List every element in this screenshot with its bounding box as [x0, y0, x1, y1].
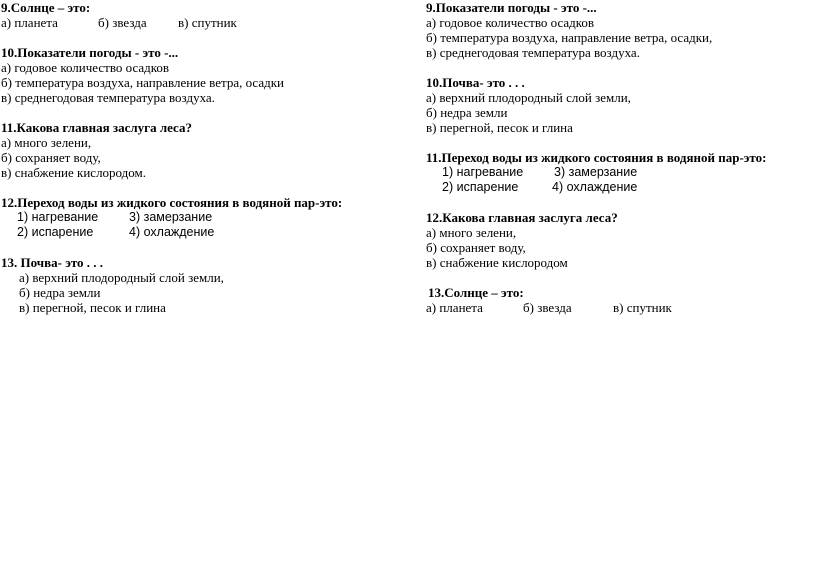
answer-option: в) снабжение кислородом — [426, 255, 568, 270]
answer-option: а) планета — [1, 15, 58, 30]
answer-option: б) недра земли — [19, 285, 101, 300]
question-title: 9.Показатели погоды - это -... — [426, 0, 597, 15]
answer-option: б) сохраняет воду, — [1, 150, 101, 165]
question-title: 13. Почва- это . . . — [1, 255, 104, 270]
question-title: 13.Солнце – это: — [428, 285, 524, 300]
question-title: 9.Солнце – это: — [1, 0, 91, 15]
answer-option: 3) замерзание — [129, 210, 213, 224]
question-title: 12.Какова главная заслуга леса? — [426, 210, 618, 225]
answer-option: в) перегной, песок и глина — [426, 120, 573, 135]
question-title: 10.Почва- это . . . — [426, 75, 525, 90]
answer-option: 1) нагревание — [442, 165, 524, 179]
answer-option: б) звезда — [98, 15, 147, 30]
answer-option: 4) охлаждение — [552, 180, 638, 194]
answer-option: в) среднегодовая температура воздуха. — [426, 45, 640, 60]
answer-options-row — [426, 300, 811, 315]
answer-option: а) много зелени, — [1, 135, 92, 150]
answer-options-row — [426, 165, 811, 180]
answer-option: а) много зелени, — [426, 225, 517, 240]
answer-option: в) спутник — [613, 300, 672, 315]
answer-option: а) верхний плодородный слой земли, — [19, 270, 224, 285]
answer-option: б) звезда — [523, 300, 572, 315]
answer-options-row — [1, 15, 401, 30]
answer-option: в) среднегодовая температура воздуха. — [1, 90, 215, 105]
answer-option: а) годовое количество осадков — [426, 15, 595, 30]
answer-option: в) снабжение кислородом. — [1, 165, 147, 180]
left-column — [1, 0, 401, 315]
answer-option: 3) замерзание — [554, 165, 638, 179]
question-title: 12.Переход воды из жидкого состояния в водяной пар-это: — [1, 195, 343, 210]
question-title: 11.Переход воды из жидкого состояния в водяной пар-это: — [426, 150, 767, 165]
answer-option: б) сохраняет воду, — [426, 240, 526, 255]
answer-option: а) верхний плодородный слой земли, — [426, 90, 631, 105]
answer-option: б) температура воздуха, направление ветра, осадки, — [426, 30, 713, 45]
answer-option: в) перегной, песок и глина — [19, 300, 166, 315]
question-title: 10.Показатели погоды - это -... — [1, 45, 179, 60]
answer-option: 2) испарение — [442, 180, 519, 194]
answer-option: 2) испарение — [17, 225, 94, 239]
answer-option: 4) охлаждение — [129, 225, 215, 239]
question-title: 11.Какова главная заслуга леса? — [1, 120, 192, 135]
right-column — [426, 0, 811, 315]
answer-option: в) спутник — [178, 15, 237, 30]
answer-option: б) недра земли — [426, 105, 508, 120]
answer-options-row — [1, 210, 401, 225]
answer-option: б) температура воздуха, направление ветра, осадки — [1, 75, 285, 90]
answer-option: а) планета — [426, 300, 483, 315]
answer-options-row — [1, 225, 401, 240]
answer-options-row — [426, 180, 811, 195]
answer-option: а) годовое количество осадков — [1, 60, 170, 75]
answer-option: 1) нагревание — [17, 210, 99, 224]
